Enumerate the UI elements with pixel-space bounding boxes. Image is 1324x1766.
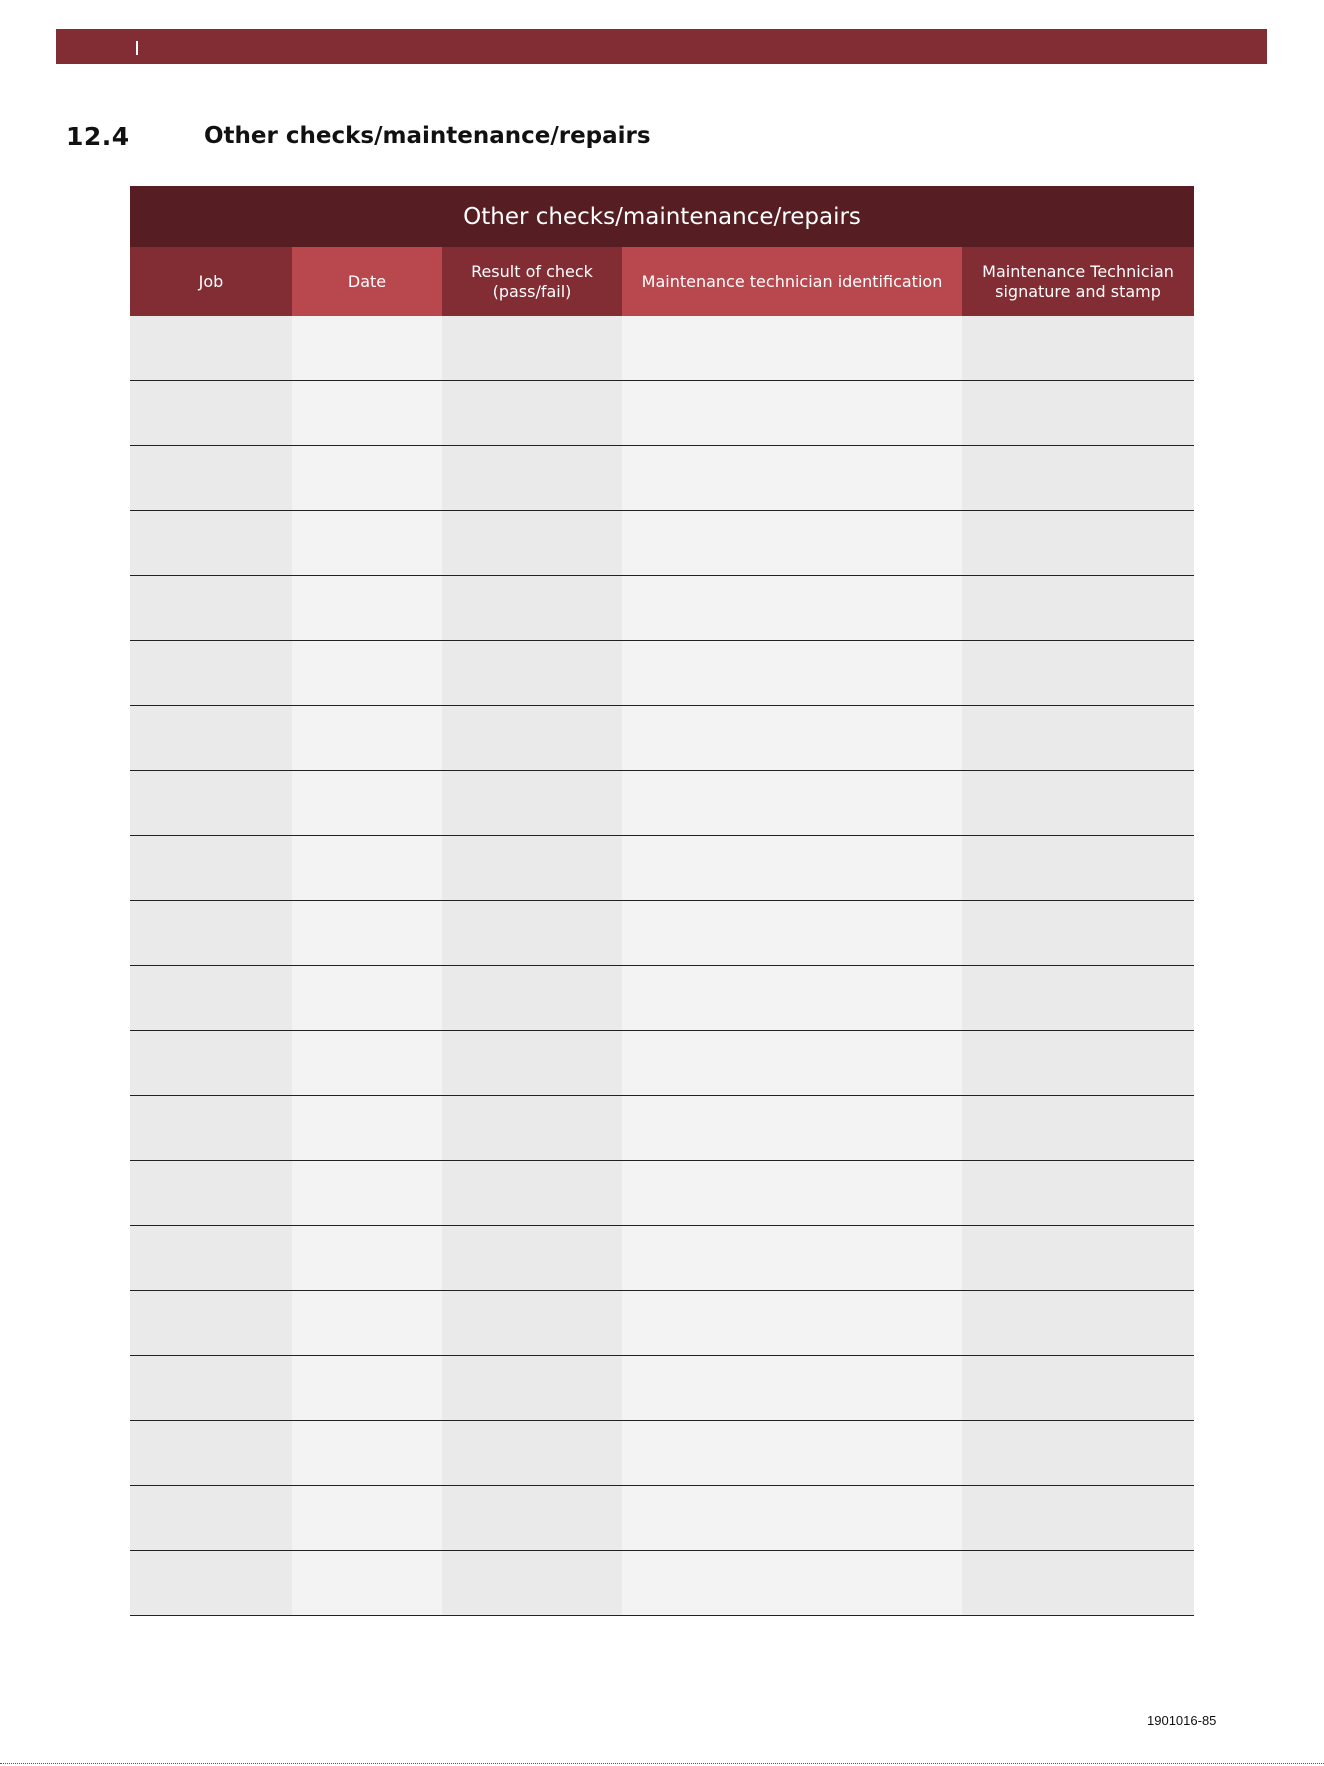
table-cell[interactable] (442, 1486, 622, 1551)
table-cell[interactable] (292, 1421, 442, 1486)
table-cell[interactable] (442, 901, 622, 966)
table-cell[interactable] (962, 1291, 1194, 1356)
table-cell[interactable] (962, 316, 1194, 381)
table-cell[interactable] (292, 1161, 442, 1226)
table-cell[interactable] (130, 966, 292, 1031)
table-cell[interactable] (130, 1421, 292, 1486)
table-cell[interactable] (130, 641, 292, 706)
table-cell[interactable] (962, 901, 1194, 966)
table-cell[interactable] (962, 576, 1194, 641)
table-cell[interactable] (130, 706, 292, 771)
table-row (130, 1161, 1194, 1226)
maintenance-log-table (130, 186, 1194, 1616)
table-cell[interactable] (622, 1096, 962, 1161)
column-header-label: Date (347, 271, 387, 291)
table-row (130, 901, 1194, 966)
table-cell[interactable] (442, 706, 622, 771)
table-cell[interactable] (130, 381, 292, 446)
table-cell[interactable] (292, 1226, 442, 1291)
table-cell[interactable] (962, 1421, 1194, 1486)
table-cell[interactable] (442, 576, 622, 641)
table-cell[interactable] (130, 771, 292, 836)
table-row (130, 1226, 1194, 1291)
table-cell[interactable] (130, 1161, 292, 1226)
table-cell[interactable] (130, 1291, 292, 1356)
table-cell[interactable] (292, 1356, 442, 1421)
table-cell[interactable] (442, 1291, 622, 1356)
table-cell[interactable] (962, 446, 1194, 511)
table-cell[interactable] (292, 1486, 442, 1551)
header-separator (136, 41, 138, 55)
table-cell[interactable] (962, 771, 1194, 836)
table-cell[interactable] (292, 836, 442, 901)
table-cell[interactable] (130, 1031, 292, 1096)
table-body (130, 316, 1194, 1616)
table-cell[interactable] (130, 446, 292, 511)
table-cell[interactable] (292, 1096, 442, 1161)
table-cell[interactable] (962, 511, 1194, 576)
column-header-label: Maintenance Technician signature and stamp (982, 261, 1174, 301)
table-cell[interactable] (622, 1551, 962, 1616)
table-cell[interactable] (292, 1291, 442, 1356)
table-cell[interactable] (442, 836, 622, 901)
table-cell[interactable] (130, 1356, 292, 1421)
table-cell[interactable] (292, 771, 442, 836)
table-cell[interactable] (442, 1421, 622, 1486)
table-cell[interactable] (622, 381, 962, 446)
table-row (130, 641, 1194, 706)
table-row (130, 576, 1194, 641)
table-cell[interactable] (130, 576, 292, 641)
table-cell[interactable] (130, 901, 292, 966)
table-row (130, 381, 1194, 446)
table-cell[interactable] (622, 641, 962, 706)
table-cell[interactable] (622, 446, 962, 511)
column-header-label: Result of check (pass/fail) (471, 261, 593, 301)
column-header-job (130, 247, 292, 316)
table-row (130, 1031, 1194, 1096)
column-header-result (442, 247, 622, 316)
table-cell[interactable] (292, 316, 442, 381)
table-cell[interactable] (622, 1356, 962, 1421)
table-cell[interactable] (292, 641, 442, 706)
column-header-date (292, 247, 442, 316)
table-row (130, 771, 1194, 836)
table-row (130, 836, 1194, 901)
table-cell[interactable] (622, 316, 962, 381)
table-cell[interactable] (962, 1031, 1194, 1096)
table-cell[interactable] (622, 836, 962, 901)
column-header-label: Job (198, 271, 224, 291)
table-row (130, 1096, 1194, 1161)
table-cell[interactable] (962, 381, 1194, 446)
table-cell[interactable] (622, 966, 962, 1031)
table-cell[interactable] (442, 1551, 622, 1616)
table-cell[interactable] (962, 1226, 1194, 1291)
table-cell[interactable] (442, 966, 622, 1031)
table-cell[interactable] (130, 511, 292, 576)
table-cell[interactable] (962, 1486, 1194, 1551)
table-cell[interactable] (622, 706, 962, 771)
column-header-technician-id (622, 247, 962, 316)
table-row (130, 316, 1194, 381)
column-header-label: Maintenance technician identification (641, 271, 943, 291)
table-cell[interactable] (622, 1226, 962, 1291)
table-row (130, 1486, 1194, 1551)
table-cell[interactable] (622, 771, 962, 836)
document-code: 1901016-85 (1147, 1713, 1217, 1728)
section-title: Other checks/maintenance/repairs (204, 123, 651, 149)
table-row (130, 1421, 1194, 1486)
table-cell[interactable] (442, 771, 622, 836)
table-cell[interactable] (130, 836, 292, 901)
table-cell[interactable] (130, 1096, 292, 1161)
table-cell[interactable] (442, 1031, 622, 1096)
table-cell[interactable] (622, 511, 962, 576)
top-header-bar (56, 29, 1267, 64)
table-cell[interactable] (622, 1291, 962, 1356)
table-cell[interactable] (622, 901, 962, 966)
table-row (130, 966, 1194, 1031)
table-cell[interactable] (962, 836, 1194, 901)
table-cell[interactable] (442, 641, 622, 706)
table-cell[interactable] (292, 446, 442, 511)
table-cell[interactable] (622, 1421, 962, 1486)
table-cell[interactable] (130, 1551, 292, 1616)
table-cell[interactable] (622, 1486, 962, 1551)
table-cell[interactable] (292, 576, 442, 641)
table-cell[interactable] (292, 706, 442, 771)
table-cell[interactable] (442, 446, 622, 511)
table-cell[interactable] (292, 1551, 442, 1616)
table-cell[interactable] (442, 1356, 622, 1421)
table-cell[interactable] (130, 1486, 292, 1551)
table-cell[interactable] (292, 1031, 442, 1096)
table-cell[interactable] (292, 381, 442, 446)
table-cell[interactable] (962, 1356, 1194, 1421)
table-cell[interactable] (292, 511, 442, 576)
table-cell[interactable] (962, 641, 1194, 706)
table-row (130, 1551, 1194, 1616)
table-cell[interactable] (442, 381, 622, 446)
table-cell[interactable] (292, 901, 442, 966)
table-row (130, 1356, 1194, 1421)
table-cell[interactable] (442, 1096, 622, 1161)
table-cell[interactable] (962, 966, 1194, 1031)
table-cell[interactable] (292, 966, 442, 1031)
column-header-signature (962, 247, 1194, 316)
table-row (130, 511, 1194, 576)
table-cell[interactable] (130, 1226, 292, 1291)
table-cell[interactable] (622, 1161, 962, 1226)
table-cell[interactable] (962, 1096, 1194, 1161)
table-cell[interactable] (962, 706, 1194, 771)
table-title: Other checks/maintenance/repairs (130, 186, 1194, 247)
table-cell[interactable] (962, 1551, 1194, 1616)
table-cell[interactable] (442, 316, 622, 381)
table-cell[interactable] (130, 316, 292, 381)
table-cell[interactable] (962, 1161, 1194, 1226)
table-cell[interactable] (442, 511, 622, 576)
table-row (130, 1291, 1194, 1356)
table-cell[interactable] (622, 576, 962, 641)
table-cell[interactable] (622, 1031, 962, 1096)
table-row (130, 446, 1194, 511)
table-cell[interactable] (442, 1161, 622, 1226)
table-cell[interactable] (442, 1226, 622, 1291)
table-row (130, 706, 1194, 771)
section-number: 12.4 (66, 122, 130, 151)
